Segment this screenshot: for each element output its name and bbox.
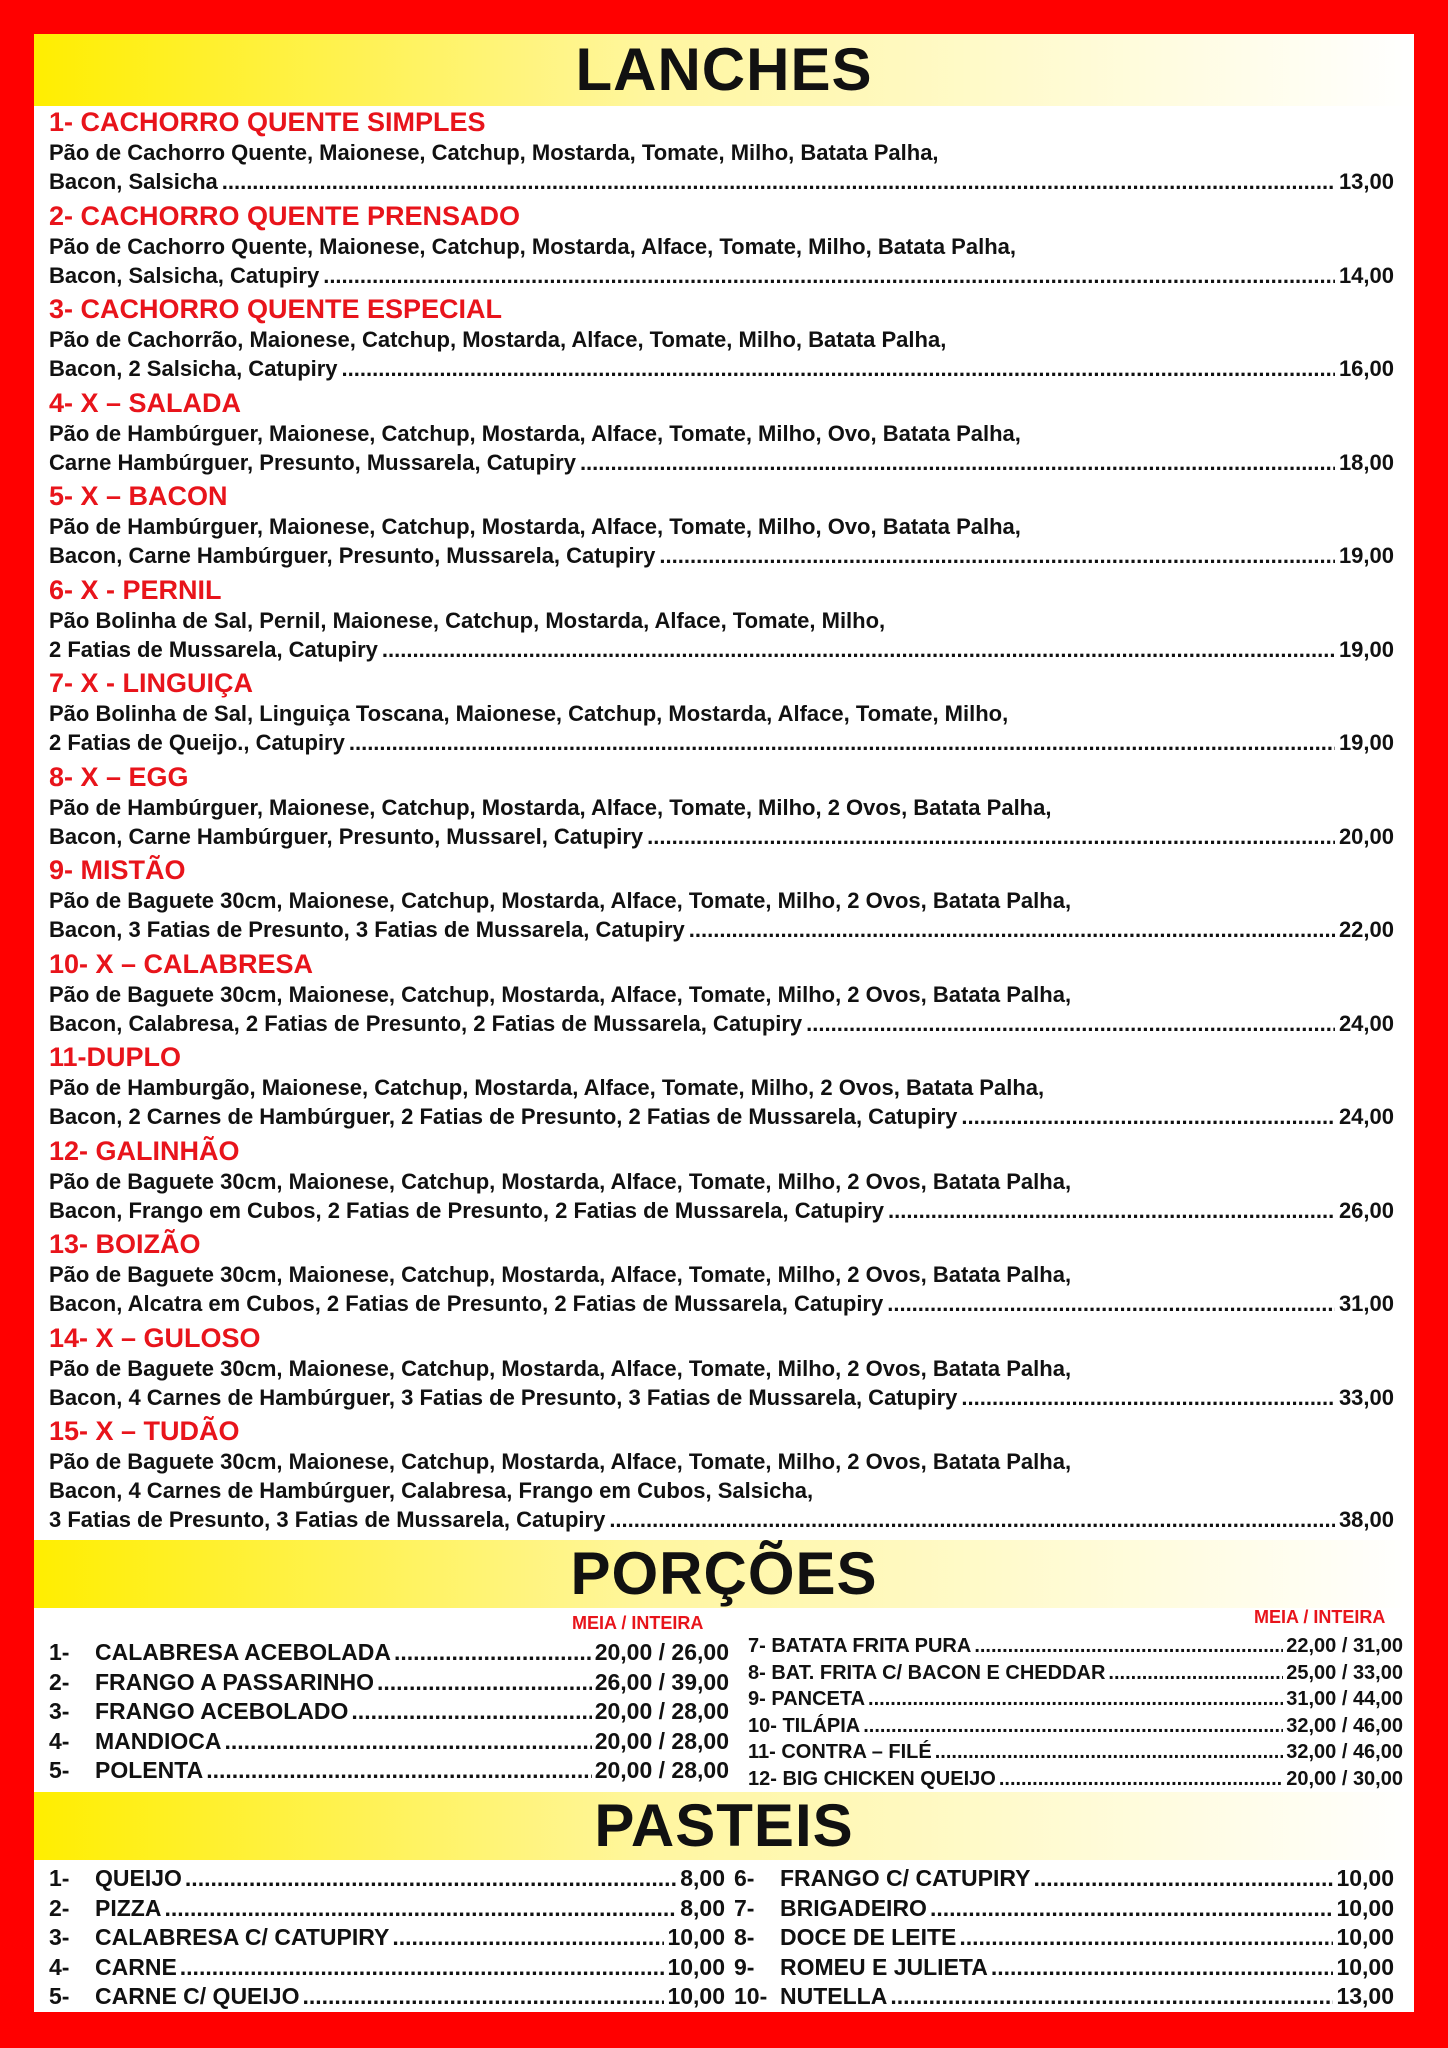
item-description-text: Bacon, 2 Salsicha, Catupiry xyxy=(49,356,338,381)
menu-item xyxy=(49,1415,1409,1537)
item-description-line: Pão de Hambúrguer, Maionese, Catchup, Mostarda, Alface, Tomate, Milho, Ovo, Batata Palha, xyxy=(49,514,1021,539)
item-description-text: Bacon, Salsicha, Catupiry xyxy=(49,262,320,288)
item-price: 19,00 xyxy=(1338,636,1394,662)
item-description-line: Pão de Hambúrguer, Maionese, Catchup, Mostarda, Alface, Tomate, Milho, Ovo, Batata Palha, xyxy=(49,420,1021,446)
porcao-price: 20,00 / 26,00 xyxy=(594,1639,729,1665)
pastel-name: QUEIJO xyxy=(95,1865,182,1891)
porcao-price: 25,00 / 33,00 xyxy=(1286,1661,1403,1684)
item-name: 11-DUPLO xyxy=(49,1042,182,1072)
item-name: 2- CACHORRO QUENTE PRENSADO xyxy=(49,200,521,231)
item-price: 38,00 xyxy=(1338,1507,1394,1532)
item-description-text: Bacon, Salsicha xyxy=(49,169,218,194)
item-description-text: Bacon, Alcatra em Cubos, 2 Fatias de Presunto, 2 Fatias de Mussarela, Catupiry xyxy=(49,1291,884,1316)
dot-leader xyxy=(999,1766,1283,1792)
porcao-price: 22,00 / 31,00 xyxy=(1286,1635,1403,1657)
item-description-line xyxy=(49,1196,1394,1225)
menu-item xyxy=(49,1135,1409,1229)
porcao-price: 32,00 / 46,00 xyxy=(1286,1714,1403,1737)
dot-leader xyxy=(351,1697,591,1726)
item-description-line xyxy=(49,448,1394,477)
pastel-number: 3- xyxy=(49,1924,70,1950)
pastel-price: 8,00 xyxy=(680,1865,725,1891)
item-description-text: Bacon, Frango em Cubos, 2 Fatias de Presunto, 2 Fatias de Mussarela, Catupiry xyxy=(49,1197,885,1223)
item-description-text: 3 Fatias de Presunto, 3 Fatias de Mussarela, Catupiry xyxy=(49,1507,606,1532)
item-price: 22,00 xyxy=(1338,917,1394,942)
dot-leader xyxy=(164,1894,677,1923)
pastel-number: 9- xyxy=(734,1953,755,1980)
pastel-row xyxy=(49,1894,725,1923)
pastel-number: 7- xyxy=(734,1894,755,1921)
dot-leader xyxy=(392,1923,664,1952)
item-description-line: Pão Bolinha de Sal, Linguiça Toscana, Maionese, Catchup, Mostarda, Alface, Tomate, Milho, xyxy=(49,701,1009,726)
item-name: 6- X - PERNIL xyxy=(49,574,222,605)
item-description-line xyxy=(49,261,1394,290)
pastel-price: 8,00 xyxy=(680,1894,725,1921)
dot-leader xyxy=(222,167,1335,196)
dot-leader xyxy=(887,1289,1335,1318)
porcao-number: 2- xyxy=(49,1668,70,1695)
item-description-text: Bacon, 2 Carnes de Hambúrguer, 2 Fatias de Presunto, 2 Fatias de Mussarela, Catupiry xyxy=(49,1104,958,1129)
dot-leader xyxy=(342,354,1335,383)
menu-item xyxy=(49,293,1409,387)
dot-leader xyxy=(609,1505,1335,1534)
section-title-lanches xyxy=(34,34,1414,106)
porcao-price: 31,00 / 44,00 xyxy=(1286,1688,1403,1710)
pastel-row xyxy=(49,1953,725,1982)
item-description-text: Bacon, 4 Carnes de Hambúrguer, 3 Fatias de Presunto, 3 Fatias de Mussarela, Catupiry xyxy=(49,1384,958,1410)
menu-item xyxy=(49,761,1409,855)
item-description-line: Pão de Baguete 30cm, Maionese, Catchup, Mostarda, Alface, Tomate, Milho, 2 Ovos, Batata Palha, xyxy=(49,1168,1072,1194)
pastel-price: 10,00 xyxy=(1336,1953,1394,1980)
porcao-name: FRANGO ACEBOLADO xyxy=(95,1698,349,1724)
menu-item xyxy=(49,1228,1409,1322)
pastel-row xyxy=(49,1982,725,2011)
dot-leader xyxy=(394,1638,592,1667)
dot-leader xyxy=(974,1633,1283,1659)
porcao-name: 9- PANCETA xyxy=(748,1688,866,1710)
dot-leader xyxy=(382,635,1335,664)
item-description-text: Bacon, Carne Hambúrguer, Presunto, Mussarel, Catupiry xyxy=(49,823,644,849)
porcao-name: CALABRESA ACEBOLADA xyxy=(95,1639,392,1665)
item-description-line: Pão de Hambúrguer, Maionese, Catchup, Mostarda, Alface, Tomate, Milho, 2 Ovos, Batata Palha, xyxy=(49,794,1052,820)
item-description-line xyxy=(49,541,1394,570)
pastel-name: CARNE xyxy=(95,1953,177,1980)
porcao-row xyxy=(49,1668,729,1697)
pastel-price: 10,00 xyxy=(667,1983,725,2009)
dot-leader xyxy=(991,1953,1334,1982)
item-description-line xyxy=(49,167,1394,196)
dot-leader xyxy=(959,1923,1333,1952)
item-description-line: Pão Bolinha de Sal, Pernil, Maionese, Catchup, Mostarda, Alface, Tomate, Milho, xyxy=(49,607,886,633)
menu-sheet xyxy=(34,34,1414,2012)
porcao-name: 12- BIG CHICKEN QUEIJO xyxy=(748,1767,996,1790)
porcao-number: 1- xyxy=(49,1639,70,1665)
dot-leader xyxy=(185,1864,677,1893)
item-price: 19,00 xyxy=(1338,543,1394,568)
menu-item xyxy=(49,1322,1409,1416)
item-description-line xyxy=(49,1383,1394,1412)
item-description-line: Pão de Cachorro Quente, Maionese, Catchup, Mostarda, Tomate, Milho, Batata Palha, xyxy=(49,140,939,165)
porcao-name: FRANGO A PASSARINHO xyxy=(95,1668,374,1695)
dot-leader xyxy=(961,1383,1335,1412)
item-description-line xyxy=(49,1009,1394,1038)
item-name: 15- X – TUDÃO xyxy=(49,1416,240,1446)
item-price: 33,00 xyxy=(1338,1384,1394,1410)
item-description-line xyxy=(49,1289,1394,1318)
section-title-porcoes xyxy=(34,1540,1414,1608)
pastel-name: PIZZA xyxy=(95,1894,162,1921)
porcao-name: MANDIOCA xyxy=(95,1727,222,1754)
dot-leader xyxy=(888,1196,1335,1225)
pastel-number: 4- xyxy=(49,1953,70,1980)
dot-leader xyxy=(659,541,1335,570)
item-name: 13- BOIZÃO xyxy=(49,1229,201,1259)
dot-leader xyxy=(349,728,1335,757)
pastel-number: 10- xyxy=(734,1983,768,2009)
lanches-list xyxy=(49,106,1409,1537)
pastel-number: 2- xyxy=(49,1894,70,1921)
porcao-number: 5- xyxy=(49,1757,70,1783)
pastel-row xyxy=(734,1894,1394,1923)
item-price: 20,00 xyxy=(1338,823,1394,849)
item-description-text: Bacon, 3 Fatias de Presunto, 3 Fatias de Mussarela, Catupiry xyxy=(49,917,685,942)
porcao-row xyxy=(49,1727,729,1756)
item-name: 3- CACHORRO QUENTE ESPECIAL xyxy=(49,294,503,324)
pastel-name: FRANGO C/ CATUPIRY xyxy=(780,1865,1031,1891)
dot-leader xyxy=(1108,1660,1283,1686)
dot-leader xyxy=(689,915,1335,944)
menu-item xyxy=(49,106,1409,200)
pastel-number: 8- xyxy=(734,1924,755,1950)
menu-item xyxy=(49,574,1409,668)
porcoes-left-column-header: MEIA / INTEIRA xyxy=(572,1613,704,1633)
pastel-number: 1- xyxy=(49,1865,70,1891)
dot-leader xyxy=(868,1686,1283,1712)
porcao-row xyxy=(49,1756,729,1785)
item-name: 8- X – EGG xyxy=(49,761,189,792)
item-description-line: Pão de Baguete 30cm, Maionese, Catchup, Mostarda, Alface, Tomate, Milho, 2 Ovos, Batata Palha, xyxy=(49,1355,1072,1381)
menu-item xyxy=(49,387,1409,481)
item-description-text: Bacon, Calabresa, 2 Fatias de Presunto, 2 Fatias de Mussarela, Catupiry xyxy=(49,1010,803,1036)
porcao-row xyxy=(748,1713,1403,1739)
item-price: 24,00 xyxy=(1338,1010,1394,1036)
pastel-price: 10,00 xyxy=(1336,1865,1394,1891)
dot-leader xyxy=(890,1982,1333,2011)
porcao-row xyxy=(748,1660,1403,1686)
porcao-price: 20,00 / 28,00 xyxy=(594,1698,729,1724)
item-description-line xyxy=(49,915,1394,944)
menu-item xyxy=(49,200,1409,294)
item-description-line: Pão de Baguete 30cm, Maionese, Catchup, Mostarda, Alface, Tomate, Milho, 2 Ovos, Batata Palha, xyxy=(49,888,1072,913)
dot-leader xyxy=(377,1668,592,1697)
porcao-row xyxy=(748,1739,1403,1765)
lanches-title-text: LANCHES xyxy=(575,36,873,103)
item-price: 13,00 xyxy=(1338,169,1394,194)
porcao-row xyxy=(748,1766,1403,1792)
dot-leader xyxy=(302,1982,664,2011)
porcao-row xyxy=(748,1633,1403,1659)
item-name: 9- MISTÃO xyxy=(49,855,186,885)
pastel-price: 10,00 xyxy=(1336,1894,1394,1921)
item-price: 18,00 xyxy=(1338,449,1394,475)
porcao-price: 20,00 / 28,00 xyxy=(594,1727,729,1754)
pastel-row xyxy=(734,1982,1394,2011)
pasteis-title-text: PASTEIS xyxy=(594,1792,854,1859)
dot-leader xyxy=(863,1713,1283,1739)
item-description-text: Bacon, Carne Hambúrguer, Presunto, Mussarela, Catupiry xyxy=(49,543,656,568)
item-description-line: Bacon, 4 Carnes de Hambúrguer, Calabresa, Frango em Cubos, Salsicha, xyxy=(49,1478,814,1503)
item-description-line xyxy=(49,1102,1394,1131)
menu-item xyxy=(49,480,1409,574)
pastel-price: 10,00 xyxy=(667,1924,725,1950)
pastel-name: BRIGADEIRO xyxy=(780,1894,927,1921)
porcao-name: 11- CONTRA – FILÉ xyxy=(748,1741,932,1763)
porcao-price: 26,00 / 39,00 xyxy=(594,1668,729,1695)
dot-leader xyxy=(580,448,1335,477)
dot-leader xyxy=(225,1727,592,1756)
item-description-line: Pão de Cachorrão, Maionese, Catchup, Mostarda, Alface, Tomate, Milho, Batata Palha, xyxy=(49,327,947,352)
item-price: 26,00 xyxy=(1338,1197,1394,1223)
item-name: 7- X - LINGUIÇA xyxy=(49,668,254,698)
dot-leader xyxy=(1033,1864,1333,1893)
pastel-row xyxy=(734,1953,1394,1982)
pastel-price: 10,00 xyxy=(667,1953,725,1980)
porcao-name: 8- BAT. FRITA C/ BACON E CHEDDAR xyxy=(748,1661,1106,1684)
pastel-row xyxy=(49,1864,725,1893)
item-description-line xyxy=(49,354,1394,383)
item-description-line xyxy=(49,822,1394,851)
item-description-line: Pão de Baguete 30cm, Maionese, Catchup, Mostarda, Alface, Tomate, Milho, 2 Ovos, Batata Palha, xyxy=(49,981,1072,1007)
porcao-number: 3- xyxy=(49,1698,70,1724)
dot-leader xyxy=(206,1756,592,1785)
dot-leader xyxy=(323,261,1335,290)
porcao-price: 20,00 / 30,00 xyxy=(1286,1767,1403,1790)
pastel-row xyxy=(49,1923,725,1952)
porcao-row xyxy=(748,1686,1403,1712)
item-description-line xyxy=(49,728,1394,757)
item-description-line: Pão de Hamburgão, Maionese, Catchup, Mostarda, Alface, Tomate, Milho, 2 Ovos, Batata Palha, xyxy=(49,1075,1045,1100)
menu-item xyxy=(49,1041,1409,1135)
item-description-text: 2 Fatias de Mussarela, Catupiry xyxy=(49,636,378,662)
porcao-name: 7- BATATA FRITA PURA xyxy=(748,1635,972,1657)
porcao-row xyxy=(49,1697,729,1726)
pastel-number: 5- xyxy=(49,1983,70,2009)
menu-item xyxy=(49,948,1409,1042)
item-price: 24,00 xyxy=(1338,1104,1394,1129)
porcoes-right-column-header: MEIA / INTEIRA xyxy=(1254,1607,1386,1627)
item-description-text: Carne Hambúrguer, Presunto, Mussarela, Catupiry xyxy=(49,449,576,475)
porcao-price: 32,00 / 46,00 xyxy=(1286,1741,1403,1763)
dot-leader xyxy=(806,1009,1335,1038)
item-description-line: Pão de Cachorro Quente, Maionese, Catchup, Mostarda, Alface, Tomate, Milho, Batata Palha, xyxy=(49,233,1016,259)
item-description-line: Pão de Baguete 30cm, Maionese, Catchup, Mostarda, Alface, Tomate, Milho, 2 Ovos, Batata Palha, xyxy=(49,1449,1072,1474)
pastel-name: ROMEU E JULIETA xyxy=(780,1953,988,1980)
item-price: 19,00 xyxy=(1338,730,1394,755)
item-description-line xyxy=(49,1505,1394,1534)
dot-leader xyxy=(961,1102,1335,1131)
pastel-number: 6- xyxy=(734,1865,755,1891)
item-name: 1- CACHORRO QUENTE SIMPLES xyxy=(49,107,486,137)
item-description-text: 2 Fatias de Queijo., Catupiry xyxy=(49,730,345,755)
porcao-name: 10- TILÁPIA xyxy=(748,1714,861,1737)
pastel-name: CARNE C/ QUEIJO xyxy=(95,1983,300,2009)
item-description-line xyxy=(49,635,1394,664)
porcao-row xyxy=(49,1638,729,1667)
item-price: 31,00 xyxy=(1338,1291,1394,1316)
section-title-pasteis xyxy=(34,1792,1414,1860)
item-name: 12- GALINHÃO xyxy=(49,1135,240,1166)
porcao-number: 4- xyxy=(49,1727,70,1754)
dot-leader xyxy=(930,1894,1333,1923)
dot-leader xyxy=(935,1739,1283,1765)
item-description-line: Pão de Baguete 30cm, Maionese, Catchup, Mostarda, Alface, Tomate, Milho, 2 Ovos, Batata Palha, xyxy=(49,1262,1072,1287)
item-name: 14- X – GULOSO xyxy=(49,1322,261,1353)
pastel-name: DOCE DE LEITE xyxy=(780,1924,957,1950)
dot-leader xyxy=(647,822,1335,851)
menu-item xyxy=(49,667,1409,761)
item-price: 14,00 xyxy=(1338,262,1394,288)
menu-item xyxy=(49,854,1409,948)
item-name: 4- X – SALADA xyxy=(49,387,242,418)
pastel-row xyxy=(734,1923,1394,1952)
pastel-price: 10,00 xyxy=(1336,1924,1394,1950)
porcao-name: POLENTA xyxy=(95,1757,204,1783)
pastel-name: CALABRESA C/ CATUPIRY xyxy=(95,1924,390,1950)
item-name: 10- X – CALABRESA xyxy=(49,948,314,979)
pastel-name: NUTELLA xyxy=(780,1983,888,2009)
item-name: 5- X – BACON xyxy=(49,481,228,511)
dot-leader xyxy=(180,1953,665,1982)
item-price: 16,00 xyxy=(1338,356,1394,381)
porcao-price: 20,00 / 28,00 xyxy=(594,1757,729,1783)
pastel-row xyxy=(734,1864,1394,1893)
porcoes-title-text: PORÇÕES xyxy=(570,1540,878,1607)
pastel-price: 13,00 xyxy=(1336,1983,1394,2009)
